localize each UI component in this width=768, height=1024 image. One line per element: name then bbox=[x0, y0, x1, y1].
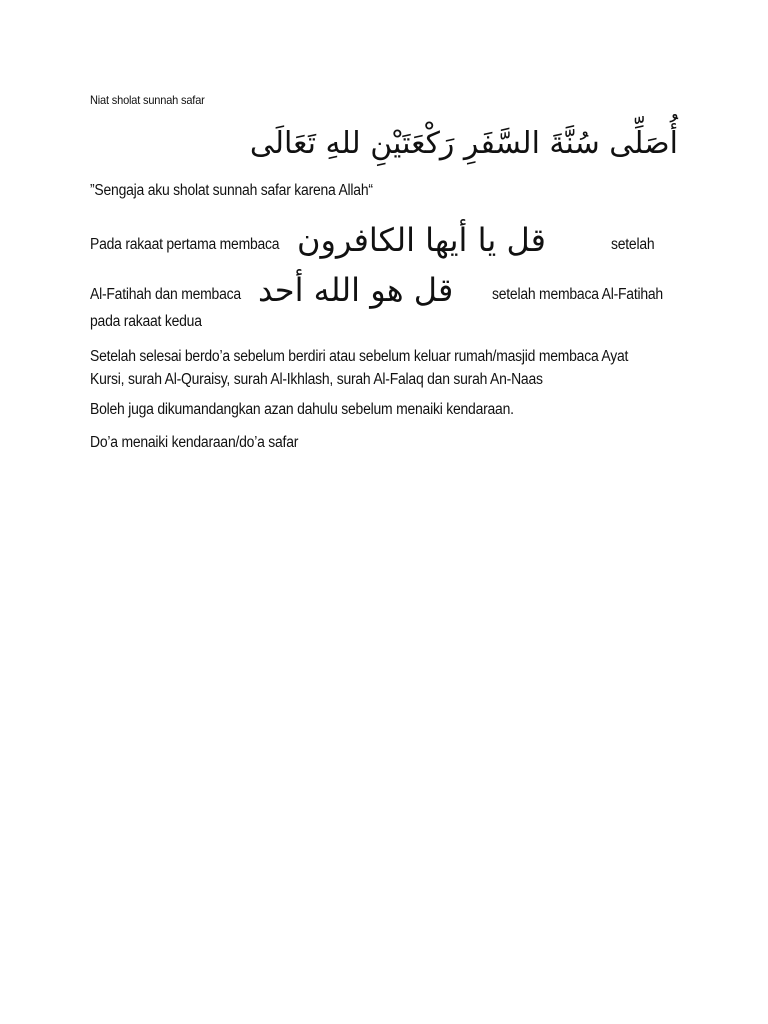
paragraph-azan: Boleh juga dikumandangkan azan dahulu sebelum menaiki kendaraan. bbox=[90, 401, 514, 418]
surah-ikhlas-arabic: قل هو الله أحد bbox=[258, 271, 454, 309]
paragraph-after-prayer-line2: Kursi, surah Al-Quraisy, surah Al-Ikhlash, surah Al-Falaq dan surah An-Naas bbox=[90, 370, 543, 388]
niat-meaning: ”Sengaja aku sholat sunnah safar karena Allah“ bbox=[90, 182, 373, 199]
paragraph-after-prayer-line1: Setelah selesai berdo’a sebelum berdiri atau sebelum keluar rumah/masjid membaca Ayat bbox=[90, 348, 629, 365]
rakaat2-end: pada rakaat kedua bbox=[90, 313, 202, 330]
rakaat1-prefix: Pada rakaat pertama membaca bbox=[90, 236, 280, 253]
rakaat1-suffix: setelah bbox=[611, 236, 655, 253]
heading-niat: Niat sholat sunnah safar bbox=[90, 93, 205, 107]
rakaat2-prefix: Al-Fatihah dan membaca bbox=[90, 286, 241, 303]
niat-arabic-text: أُصَلِّى سُنَّةَ السَّفَرِ رَكْعَتَيْنِ للهِ تَعَالَى bbox=[249, 126, 678, 161]
surah-kafirun-arabic: قل يا أيها الكافرون bbox=[297, 221, 546, 259]
paragraph-doa-title: Do’a menaiki kendaraan/do’a safar bbox=[90, 434, 299, 451]
rakaat2-suffix: setelah membaca Al-Fatihah bbox=[492, 286, 663, 303]
paragraph-after-prayer bbox=[90, 346, 628, 391]
